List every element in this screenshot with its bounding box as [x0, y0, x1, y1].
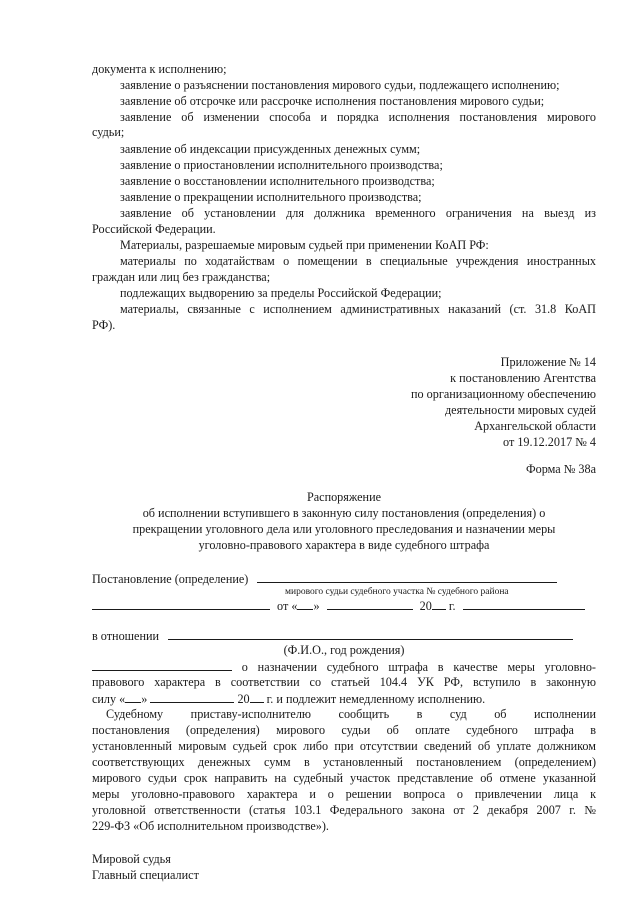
body-text: 20: [234, 692, 250, 706]
postanovlenie-label: Постановление (определение): [92, 572, 249, 586]
court-caption: мирового судьи судебного участка № судебного района: [285, 587, 509, 597]
list-line: заявление об установлении для должника временного ограничения на выезд из: [120, 206, 596, 220]
paragraph-line: 229-ФЗ «Об исполнительном производстве»).: [92, 819, 329, 833]
list-line: Российской Федерации.: [92, 222, 216, 236]
body-text: о назначении судебного штрафа в качестве меры уголовно-: [241, 660, 596, 674]
title-line: уголовно-правового характера в виде судебного штрафа: [198, 538, 490, 552]
list-line: документа к исполнению;: [92, 62, 227, 76]
paragraph-line: соответствующих денежных сумм в установленный постановлением (определением): [92, 755, 596, 769]
body-line-1: [92, 659, 596, 675]
list-line: Материалы, разрешаемые мировым судьей при применении КоАП РФ:: [120, 238, 489, 252]
case-number-blank[interactable]: [92, 598, 144, 610]
list-line: заявление об индексации присужденных денежных сумм;: [120, 142, 421, 156]
signature-judge: Мировой судья: [92, 852, 171, 866]
date-blank[interactable]: [92, 659, 232, 671]
paragraph-line: уголовной ответственности (статья 103.1 Федерального закона от 2 декабря 2007 г. №: [92, 803, 596, 817]
paragraph-line: мирового судьи срок направить на судебный участок представление об отмене указанной: [92, 771, 596, 785]
month-blank[interactable]: [327, 598, 413, 610]
paragraph-line: установленный мировым судьей срок либо при отсутствии сведений об уплате должником: [92, 739, 596, 753]
year-prefix: 20: [419, 599, 432, 613]
list-line: подлежащих выдворению за пределы Российской Федерации;: [120, 286, 442, 300]
document-heading: Распоряжение: [306, 490, 382, 504]
title-line: об исполнении вступившего в законную силу постановления (определения) о: [142, 506, 546, 520]
appendix-line: к постановлению Агентства: [450, 371, 596, 385]
body-line-3: [92, 691, 485, 707]
list-line: заявление о восстановлении исполнительного производства;: [120, 174, 435, 188]
list-line: граждан или лиц без гражданства;: [92, 270, 271, 284]
paragraph-line: Судебному приставу-исполнителю сообщить в суд об исполнении: [106, 707, 596, 721]
year-blank-2[interactable]: [250, 691, 264, 703]
list-line: материалы, связанные с исполнением административных наказаний (ст. 31.8 КоАП: [120, 302, 596, 316]
date-close: »: [313, 599, 320, 613]
day-blank-2[interactable]: [125, 691, 141, 703]
v-otnoshenii-label: в отношении: [92, 629, 160, 643]
appendix-line: от 19.12.2017 № 4: [503, 435, 596, 449]
paragraph-line: постановления (определения) мирового судьи об оплате судебного штрафа в: [92, 723, 596, 737]
v-otnoshenii-row: [92, 628, 573, 644]
appendix-line: Архангельской области: [474, 419, 596, 433]
fio-caption: (Ф.И.О., год рождения): [283, 643, 405, 657]
list-line: заявление об отсрочке или рассрочке исполнения постановления мирового судьи;: [120, 94, 545, 108]
extra-blank[interactable]: [463, 598, 585, 610]
court-name-blank[interactable]: [257, 571, 557, 583]
signature-specialist: Главный специалист: [92, 868, 199, 882]
body-text: г. и подлежит немедленному исполнению.: [263, 692, 486, 706]
appendix-line: деятельности мировых судей: [444, 403, 596, 417]
list-line: заявление о приостановлении исполнительного производства;: [120, 158, 443, 172]
paragraph-line: меры уголовно-правового характера и о решении вопроса о привлечении лица к: [92, 787, 596, 801]
fio-blank[interactable]: [168, 628, 573, 640]
day-blank[interactable]: [297, 598, 313, 610]
list-line: материалы по ходатайствам о помещении в специальные учреждения иностранных: [120, 254, 596, 268]
appendix-line: Приложение № 14: [500, 355, 596, 369]
body-line: правового характера в соответствии со статьей 104.4 УК РФ, вступило в законную: [92, 675, 596, 689]
date-row: [92, 598, 585, 614]
month-blank-2[interactable]: [150, 691, 234, 703]
list-line: заявление об изменении способа и порядка исполнения постановления мирового: [120, 110, 596, 124]
list-line: РФ).: [92, 318, 116, 332]
title-line: прекращении уголовного дела или уголовного преследования и назначении меры: [132, 522, 556, 536]
list-line: заявление о прекращении исполнительного производства;: [120, 190, 422, 204]
form-number: Форма № 38а: [526, 462, 596, 476]
year-blank[interactable]: [432, 598, 446, 610]
appendix-line: по организационному обеспечению: [411, 387, 596, 401]
date-open: от «: [277, 599, 298, 613]
list-line: заявление о разъяснении постановления мирового судьи, подлежащего исполнению;: [120, 78, 560, 92]
body-text: »: [141, 692, 151, 706]
body-text: силу «: [92, 692, 126, 706]
list-line: судьи;: [92, 125, 125, 139]
year-suffix: г.: [448, 599, 456, 613]
case-number-blank-2[interactable]: [144, 598, 270, 610]
